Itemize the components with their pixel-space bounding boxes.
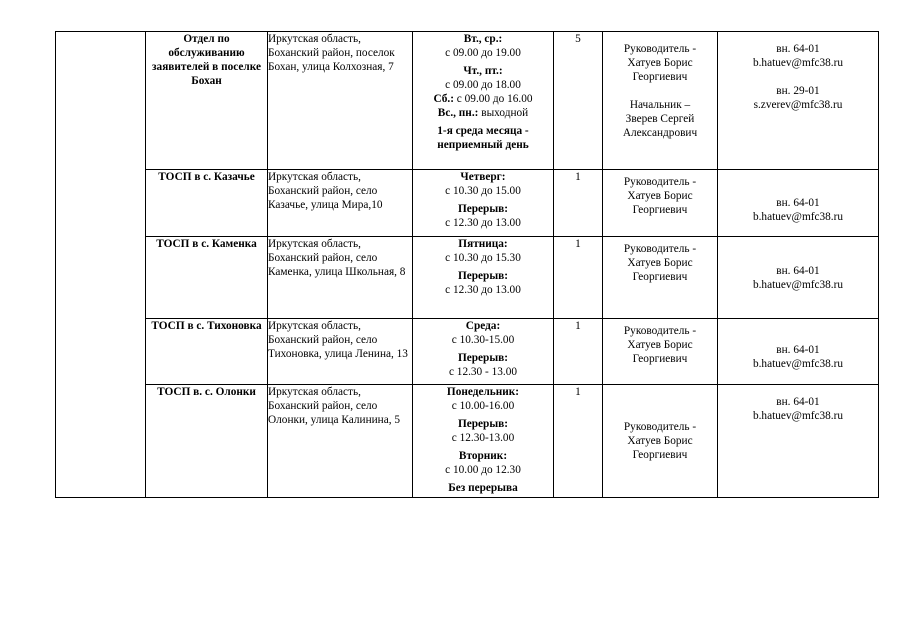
staff-head-name: Хатуев Борис [627, 257, 693, 269]
contact-email: b.hatuev@mfc38.ru [752, 410, 844, 422]
staff-head-title: Руководитель - [623, 325, 697, 337]
staff-cell [603, 385, 718, 498]
schedule-line [413, 269, 553, 283]
staff-head-name: Георгиевич [632, 353, 688, 365]
staff-chief-title: Начальник – [629, 99, 691, 111]
schedule-line [413, 399, 553, 413]
work-schedule [413, 32, 554, 170]
schedule-time: с 12.30 - 13.00 [448, 366, 518, 378]
merged-number-cell [56, 32, 146, 498]
schedule-line [413, 417, 553, 431]
contact-email: b.hatuev@mfc38.ru [752, 278, 844, 291]
schedule-time: с 10.30 до 15.00 [445, 185, 521, 197]
staff-head-name: Георгиевич [632, 204, 688, 216]
schedule-line [413, 385, 553, 399]
schedule-time: с 12.30-13.00 [451, 432, 515, 444]
schedule-label: Пятница: [458, 238, 508, 250]
schedule-line [413, 124, 553, 138]
contacts-cell [718, 237, 879, 319]
schedule-label: Вторник: [458, 450, 508, 462]
staff-chief-name: Александрович [622, 127, 698, 139]
office-address: Иркутская область, Боханский район, село Каменка, улица Школьная, 8 [268, 237, 413, 319]
staff-count: 1 [554, 385, 603, 498]
contact-phone: вн. 64-01 [776, 343, 820, 356]
schedule-line [413, 365, 553, 379]
table-row [56, 32, 879, 170]
schedule-label: неприемный день [437, 139, 529, 151]
staff-cell [603, 319, 718, 385]
schedule-line [413, 463, 553, 477]
office-name: ТОСП в с. Каменка [146, 237, 268, 319]
contacts-cell [718, 385, 879, 498]
staff-chief-name: Зверев Сергей [625, 113, 695, 125]
staff-cell [603, 237, 718, 319]
office-name: Отдел по обслуживанию заявителей в поселке Бохан [146, 32, 268, 170]
schedule-label: Вт., ср.: [463, 33, 503, 45]
schedule-label: Вс., пн.: [437, 107, 479, 119]
schedule-line [413, 106, 553, 120]
schedule-time: с 10.30 до 15.30 [445, 252, 521, 264]
staff-head-title: Руководитель - [623, 243, 697, 255]
staff-head-title: Руководитель - [623, 421, 697, 433]
staff-head-title: Руководитель - [623, 43, 697, 55]
work-schedule [413, 237, 554, 319]
contact-email: s.zverev@mfc38.ru [753, 99, 843, 111]
schedule-line [413, 333, 553, 347]
contact-email: b.hatuev@mfc38.ru [752, 211, 844, 223]
staff-head-title: Руководитель - [623, 176, 697, 188]
contact-phone: вн. 64-01 [776, 264, 820, 277]
schedule-label: Чт., пт.: [463, 65, 503, 77]
table-row [56, 237, 879, 319]
schedule-line [413, 202, 553, 216]
schedule-line [413, 78, 553, 92]
schedule-line [413, 184, 553, 198]
schedule-time: с 09.00 до 16.00 [453, 93, 533, 105]
schedule-line [413, 237, 553, 251]
schedule-line [413, 449, 553, 463]
table-row [56, 319, 879, 385]
staff-head-name: Хатуев Борис [627, 190, 693, 202]
schedule-time: с 09.00 до 19.00 [445, 47, 521, 59]
office-name: ТОСП в с. Казачье [146, 170, 268, 237]
schedule-line [413, 32, 553, 46]
schedule-time: с 10.00-16.00 [451, 400, 515, 412]
schedule-time: с 10.00 до 12.30 [445, 464, 521, 476]
schedule-time: с 12.30 до 13.00 [445, 284, 521, 296]
schedule-label: Среда: [465, 320, 501, 332]
staff-cell [603, 32, 718, 170]
staff-head-name: Георгиевич [632, 449, 688, 461]
work-schedule [413, 319, 554, 385]
schedule-label: Перерыв: [457, 270, 509, 282]
contacts-cell [718, 170, 879, 237]
schedule-line [413, 251, 553, 265]
schedule-time: выходной [478, 107, 529, 119]
staff-count: 5 [554, 32, 603, 170]
table-row [56, 170, 879, 237]
contact-email: b.hatuev@mfc38.ru [752, 357, 844, 370]
schedule-line [413, 216, 553, 230]
office-name: ТОСП в. с. Олонки [146, 385, 268, 498]
work-schedule [413, 170, 554, 237]
office-address: Иркутская область, Боханский район, поселок Бохан, улица Колхозная, 7 [268, 32, 413, 170]
schedule-label: Перерыв: [457, 418, 509, 430]
schedule-time: с 09.00 до 18.00 [445, 79, 521, 91]
schedule-label: Перерыв: [457, 352, 509, 364]
contacts-cell [718, 319, 879, 385]
schedule-line [413, 170, 553, 184]
schedule-line [413, 351, 553, 365]
schedule-time: с 12.30 до 13.00 [445, 217, 521, 229]
schedule-line [413, 64, 553, 78]
schedule-label: Без перерыва [448, 482, 518, 494]
schedule-label: Четверг: [460, 171, 506, 183]
schedule-label: Перерыв: [457, 203, 509, 215]
schedule-line [413, 138, 553, 152]
schedule-line [413, 92, 553, 106]
table-row [56, 385, 879, 498]
staff-count: 1 [554, 319, 603, 385]
contact-phone: вн. 29-01 [776, 85, 820, 97]
schedule-line [413, 283, 553, 297]
contacts-cell [718, 32, 879, 170]
schedule-time: с 10.30-15.00 [451, 334, 515, 346]
mfc-offices-table [55, 31, 879, 498]
office-address: Иркутская область, Боханский район, село Олонки, улица Калинина, 5 [268, 385, 413, 498]
staff-count: 1 [554, 170, 603, 237]
staff-cell [603, 170, 718, 237]
office-address: Иркутская область, Боханский район, село Тихоновка, улица Ленина, 13 [268, 319, 413, 385]
contact-phone: вн. 64-01 [776, 396, 820, 408]
staff-head-name: Георгиевич [632, 71, 688, 83]
office-address: Иркутская область, Боханский район, село Казачье, улица Мира,10 [268, 170, 413, 237]
staff-head-name: Хатуев Борис [627, 435, 693, 447]
schedule-line [413, 319, 553, 333]
schedule-label: Понедельник: [446, 386, 520, 398]
contact-email: b.hatuev@mfc38.ru [752, 57, 844, 69]
schedule-line [413, 46, 553, 60]
schedule-line [413, 481, 553, 495]
schedule-line [413, 431, 553, 445]
staff-head-name: Хатуев Борис [627, 57, 693, 69]
schedule-label: 1-я среда месяца - [437, 125, 529, 137]
contact-phone: вн. 64-01 [776, 43, 820, 55]
office-name: ТОСП в с. Тихоновка [146, 319, 268, 385]
work-schedule [413, 385, 554, 498]
schedule-label: Сб.: [433, 93, 454, 105]
contact-phone: вн. 64-01 [776, 197, 820, 209]
staff-count: 1 [554, 237, 603, 319]
staff-head-name: Хатуев Борис [627, 339, 693, 351]
staff-head-name: Георгиевич [632, 271, 688, 283]
